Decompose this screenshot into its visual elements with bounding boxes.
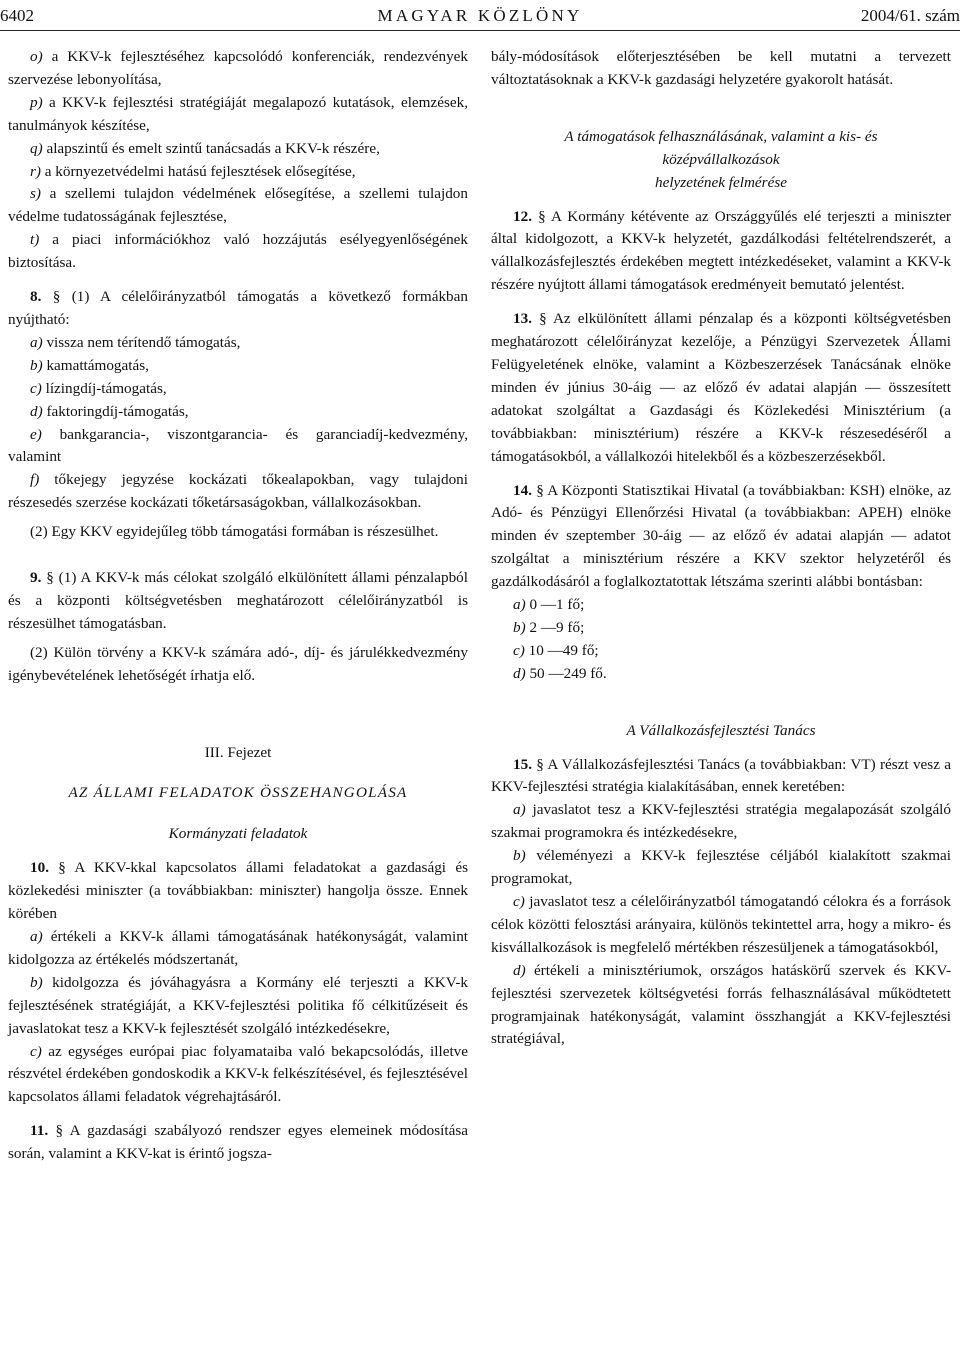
- subsection-title-2: A Vállalkozásfejlesztési Tanács: [626, 721, 816, 739]
- section-14-a: a) 0 —1 fő;: [513, 596, 585, 614]
- subsection-title-1-line-1: A támogatások felhasználásának, valamint a kis- és: [564, 127, 878, 145]
- page-number: 6402: [0, 6, 34, 25]
- section-8-c: c) lízingdíj-támogatás,: [30, 379, 167, 397]
- section-10-a: a) értékeli a KKV-k állami támogatásának hatékonyságát, valamint kidolgozza az értékelés módszertanát,: [8, 928, 469, 968]
- journal-title: MAGYAR KÖZLÖNY: [377, 6, 583, 25]
- section-15-d: d) értékeli a minisztériumok, országos hatáskörű szervek és KKV-fejlesztési szervezetek költségvetési forrás felhasználásával működtetett programjainak hatékonyságát, valamint összhangját a KKV-fejlesztési stratégiával,: [491, 961, 952, 1048]
- section-8-d: d) faktoringdíj-támogatás,: [30, 402, 189, 420]
- right-column: [491, 46, 951, 1051]
- continued-text: bály-módosítások előterjesztésében be kell mutatni a tervezett változtatásoknak a KKV-k gazdasági helyzetére gyakorolt hatását.: [491, 48, 951, 88]
- issue-number: 2004/61. szám: [860, 6, 960, 25]
- section-14-b: b) 2 —9 fő;: [513, 618, 585, 636]
- left-column: [8, 46, 468, 1166]
- section-8-a: a) vissza nem térítendő támogatás,: [30, 333, 241, 351]
- section-8-e: e) bankgarancia-, viszontgarancia- és garanciadíj-kedvezmény, valamint: [8, 425, 469, 466]
- section-11: 11. § A gazdasági szabályozó rendszer egyes elemeinek módosítása során, valamint a KKV-kat is érintő jogsza-: [8, 1122, 468, 1163]
- list-item-q: q) alapszintű és emelt szintű tanácsadás a KKV-k részére,: [30, 139, 380, 157]
- list-item-r: r) a környezetvédelmi hatású fejlesztések elősegítése,: [30, 162, 356, 180]
- chapter-title: AZ ÁLLAMI FELADATOK ÖSSZEHANGOLÁSA: [68, 784, 408, 802]
- section-14-c: c) 10 —49 fő;: [513, 641, 599, 659]
- section-9: 9. § (1) A KKV-k más célokat szolgáló elkülönített állami pénzalapból és a központi költségvetésben meghatározott célelőirányzatból is részesülhet támogatásban.: [8, 569, 468, 632]
- section-9-2: (2) Külön törvény a KKV-k számára adó-, díj- és járulékkedvezmény igénybevételének lehetőségét írhatja elő.: [8, 643, 468, 684]
- section-8-f: f) tőkejegy jegyzése kockázati tőkealapokban, vagy tulajdoni részesedés szerzése kockázati tőketársaságokban, vállalkozásokban.: [8, 471, 468, 512]
- section-8: 8. § (1) A célelőirányzatból támogatás a következő formákban nyújtható:: [8, 288, 468, 328]
- list-item-s: s) a szellemi tulajdon védelmének elősegítése, a szellemi tulajdon védelme tudatosságának fejlesztése,: [8, 185, 468, 226]
- section-8-b: b) kamattámogatás,: [30, 356, 149, 374]
- section-15-a: a) javaslatot tesz a KKV-fejlesztési stratégia megalapozását szolgáló szakmai programokra és intézkedésekre,: [491, 801, 951, 842]
- section-15-c: c) javaslatot tesz a célelőirányzatból támogatandó célokra és a források célok közötti felosztási arányaira, különös tekintettel arra, hogy a mikro- és kisvállalkozások is megfelelő mértékben részesüljenek a támogatásokból,: [491, 893, 951, 956]
- list-item-t: t) a piaci információkhoz való hozzájutás esélyegyenlőségének biztosítása.: [8, 231, 468, 272]
- section-8-2: (2) Egy KKV egyidejűleg több támogatási formában is részesülhet.: [30, 523, 439, 541]
- section-14: 14. § A Központi Statisztikai Hivatal (a továbbiakban: KSH) elnöke, az Adó- és Pénzügyi Ellenőrzési Hivatal (a továbbiakban: APEH) elnöke minden év szeptember 30-áig — az előző év adatai alapján — adatot szolgáltat a minisztérium részére a KKV szektor helyzetéről és gazdálkodásáról a foglalkoztatottak létszáma szerinti alábbi bontásban:: [491, 481, 951, 591]
- section-13: 13. § Az elkülönített állami pénzalap és a központi költségvetésben meghatározott célelőirányzat kezelője, a Pénzügyi Szervezetek Állami Felügyeletének elnöke, valamint a Közbeszerzések Tanácsának elnöke minden év június 30-áig — az előző év adatai alapján — összesített adatokat szolgáltat a Gazdasági és Közlekedési Minisztérium (a továbbiakban: minisztérium) részére a KKV-k részesedéséről a támogatásokból, a vállalkozói hitelekből és a közbeszerzésekből.: [491, 310, 951, 465]
- subsection-title-1-line-3: helyzetének felmérése: [655, 173, 787, 191]
- subsection-title-1-line-2: középvállalkozások: [662, 150, 780, 168]
- subsection-title: Kormányzati feladatok: [168, 825, 308, 843]
- list-item-p: p) a KKV-k fejlesztési stratégiáját megalapozó kutatások, elemzések, tanulmányok készítése,: [8, 93, 468, 134]
- section-12: 12. § A Kormány kétévente az Országgyűlés elé terjeszti a miniszter által kidolgozott, a KKV-k helyzetét, gazdálkodási feltételrendszerét, a vállalkozásfejlesztés érdekében megtett intézkedéseket, valamint a KKV-k részére nyújtott állami támogatások eredményeit bemutató jelentést.: [491, 207, 951, 294]
- section-15: 15. § A Vállalkozásfejlesztési Tanács (a továbbiakban: VT) részt vesz a KKV-fejlesztési stratégia kialakításában, ennek keretében:: [491, 755, 951, 796]
- section-14-d: d) 50 —249 fő.: [513, 664, 607, 682]
- header-rule: [0, 30, 960, 31]
- page-header: [0, 6, 960, 28]
- section-10: 10. § A KKV-kkal kapcsolatos állami feladatokat a gazdasági és közlekedési miniszter (a továbbiakban: miniszter) hangolja össze. Ennek körében: [8, 859, 468, 923]
- section-10-c: c) az egységes európai piac folyamataiba való bekapcsolódás, illetve részvétel érdekében gondoskodik a KKV-k felkészítésével, és fejlesztésével kapcsolatos állami feladatok végrehajtásáról.: [8, 1042, 469, 1106]
- section-10-b: b) kidolgozza és jóváhagyásra a Kormány elé terjeszti a KKV-k fejlesztésének stratégiáját, a KKV-fejlesztési politika fő célkitűzéseit és javaslatokat tesz a KKV-k fejlesztését szolgáló intézkedésekre,: [8, 973, 468, 1037]
- section-15-b: b) véleményezi a KKV-k fejlesztése céljából kialakított szakmai programokat,: [491, 847, 952, 888]
- chapter-heading: III. Fejezet: [204, 743, 272, 761]
- list-item-o: o) a KKV-k fejlesztéséhez kapcsolódó konferenciák, rendezvények szervezése lebonyolítása,: [8, 48, 469, 88]
